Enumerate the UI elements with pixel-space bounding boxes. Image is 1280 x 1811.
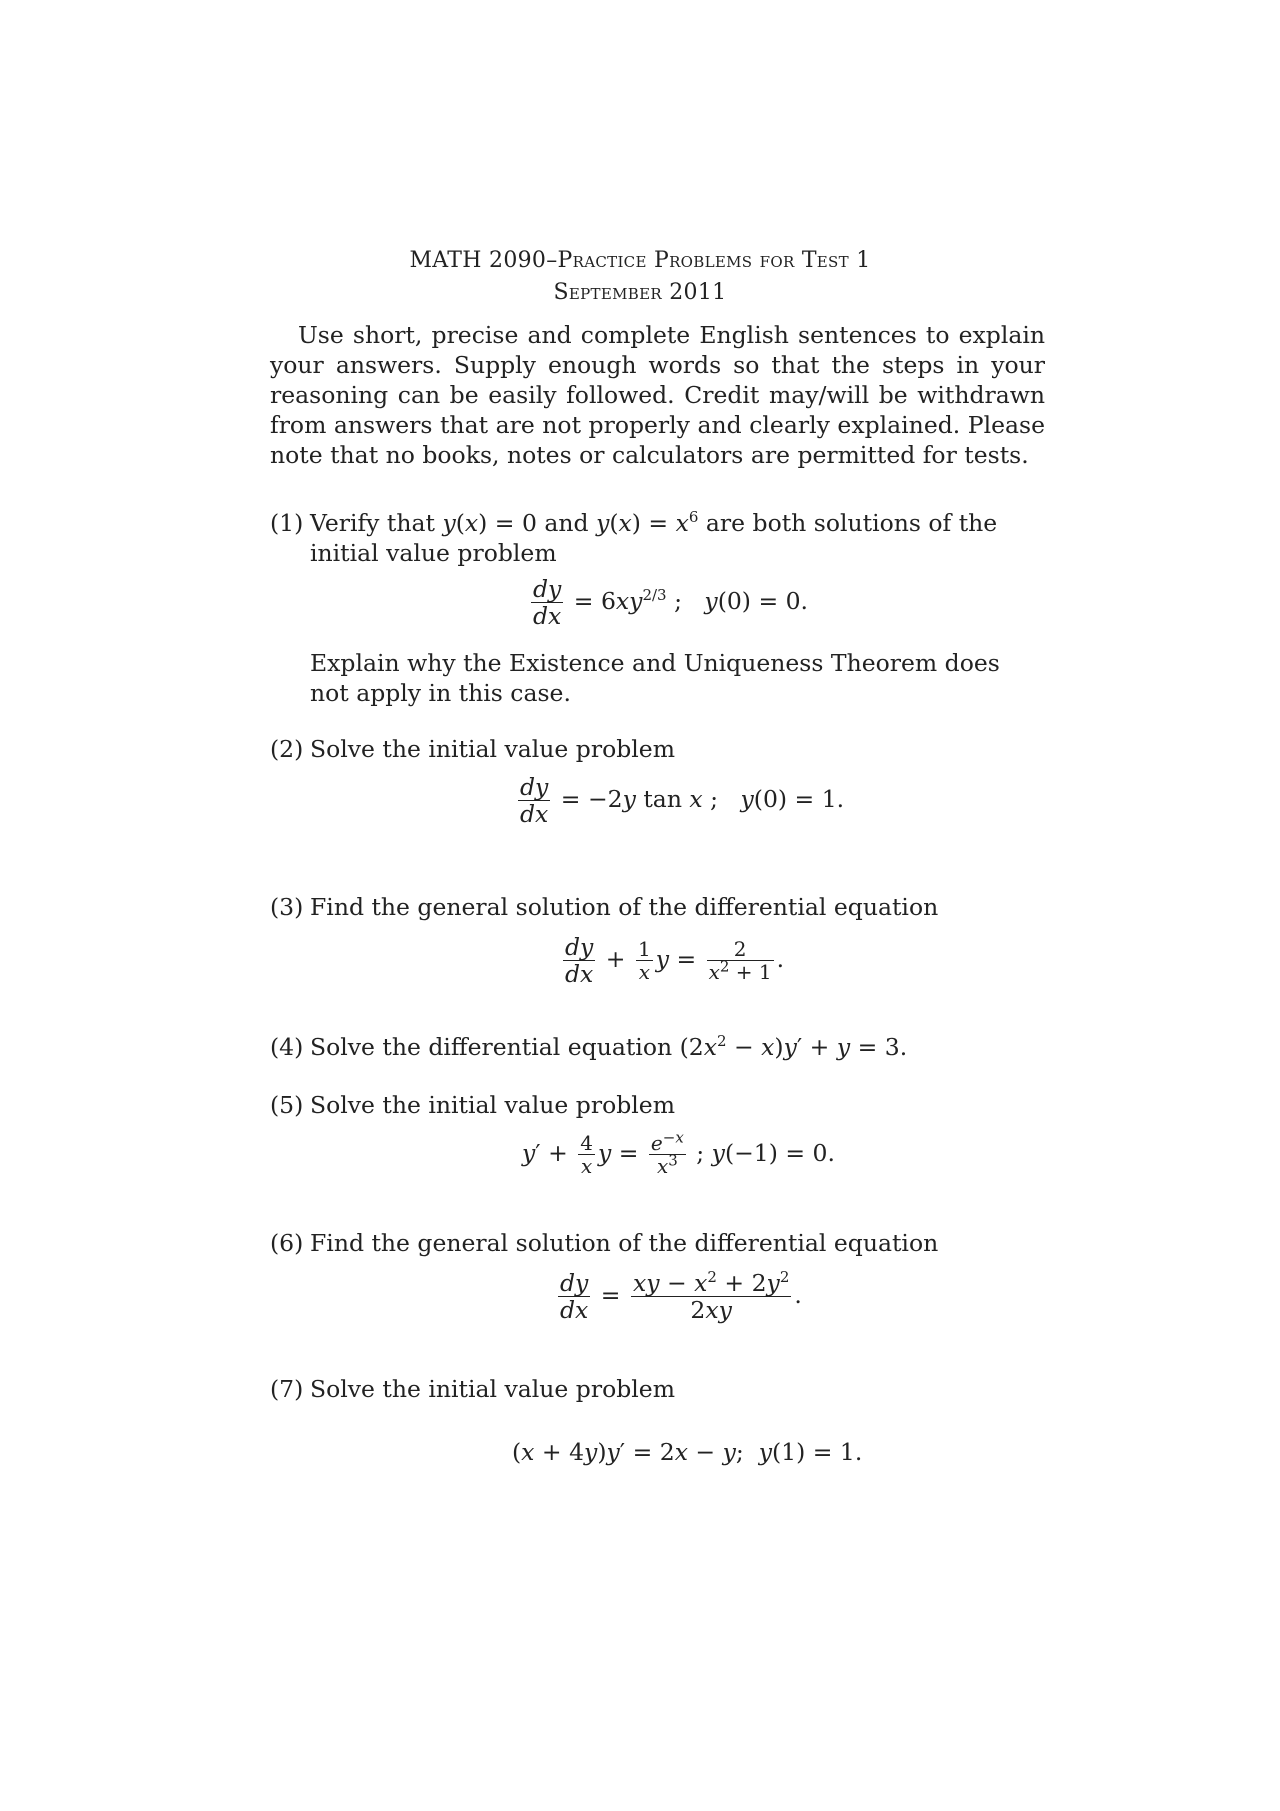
problem-number: (4): [270, 1033, 304, 1061]
equation-3: $\frac{dy}{dx}$ + $\frac{1}{x}$ y = $\frac{2}{x^2 + 1}$ .: [565, 933, 785, 988]
problem-4: (4) Solve the differential equation $(2x^2 - x)y' + y = 3$.: [270, 1032, 908, 1061]
problem-6: (6) Find the general solution of the differential equation: [270, 1229, 939, 1257]
problem-5: (5) Solve the initial value problem: [270, 1091, 675, 1119]
problem-number: (1): [270, 509, 304, 537]
problem-3: (3) Find the general solution of the differential equation: [270, 893, 939, 921]
problem-number: (5): [270, 1091, 304, 1119]
problem-number: (2): [270, 735, 304, 763]
problem-number: (6): [270, 1229, 304, 1257]
problem-1-followup: Explain why the Existence and Uniqueness Theorem does not apply in this case.: [310, 649, 1000, 707]
instructions-paragraph: Use short, precise and complete English sentences to explain your answers. Supply enough words so that the steps in your reasoning can be easily followed. Credit may/will be withdrawn from answers that are not properly and clearly explained. Please note that no books, notes or calculators are permitted for tests.: [270, 321, 1045, 469]
equation-5: y′ + $\frac{4}{x}$ y = $\frac{e^{-x}}{x^3}$ ; y(−1) = 0.: [522, 1128, 835, 1178]
problem-number: (7): [270, 1375, 304, 1403]
course-code: MATH 2090–: [409, 248, 558, 273]
problem-2: (2) Solve the initial value problem: [270, 735, 675, 763]
problem-7: (7) Solve the initial value problem: [270, 1375, 675, 1403]
problem-number: (3): [270, 893, 304, 921]
page-subtitle: September 2011: [553, 280, 727, 305]
problem-1: (1) Verify that y(x) = 0 and $y(x) = x^6$ are both solutions of the initial value problem: [270, 508, 998, 567]
equation-7: (x + 4y)y′ = 2x − y; y(1) = 1.: [512, 1438, 863, 1466]
equation-6: $\frac{dy}{dx}$ = $\frac{xy - x^2 + 2y^2}{2xy}$ .: [560, 1268, 802, 1324]
equation-1: $\frac{dy}{dx}$ = $6xy^{2/3}$ ; y(0) = 0.: [533, 575, 809, 630]
page-title: [0, 248, 1280, 273]
equation-2: $\frac{dy}{dx}$ = −2y tan x ; y(0) = 1.: [520, 773, 845, 828]
title-text: Practice Problems for Test 1: [557, 248, 871, 273]
